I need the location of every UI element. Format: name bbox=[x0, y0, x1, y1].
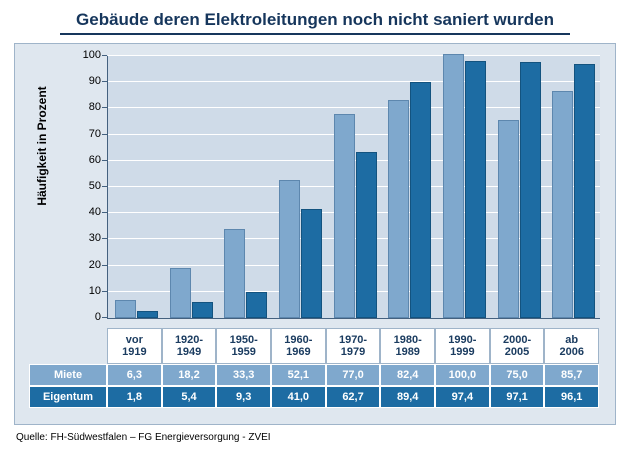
value-cell-eigentum: 9,3 bbox=[216, 386, 271, 408]
category-line2: 1979 bbox=[340, 346, 366, 358]
category-cell bbox=[216, 328, 271, 364]
bar-eigentum-0 bbox=[137, 311, 158, 318]
y-tick-label: 10 bbox=[88, 284, 101, 297]
y-tick-label: 60 bbox=[88, 153, 101, 166]
bar-miete-8 bbox=[552, 91, 573, 318]
value-cell-miete: 18,2 bbox=[162, 364, 217, 386]
gridline bbox=[108, 55, 600, 56]
bar-miete-2 bbox=[224, 229, 245, 318]
value-cell-eigentum: 5,4 bbox=[162, 386, 217, 408]
table-row bbox=[42, 386, 599, 408]
category-line2: 2005 bbox=[504, 346, 530, 358]
row-label-eigentum: Eigentum bbox=[29, 386, 107, 408]
value-cell-miete: 52,1 bbox=[271, 364, 326, 386]
bar-eigentum-2 bbox=[246, 292, 267, 318]
page-title: Gebäude deren Elektroleitungen noch nicht saniert wurden bbox=[76, 10, 554, 29]
chart-panel bbox=[14, 43, 616, 425]
value-cell-miete: 82,4 bbox=[380, 364, 435, 386]
category-line1: 1950- bbox=[229, 334, 258, 346]
bar-eigentum-6 bbox=[465, 61, 486, 318]
value-cell-eigentum: 97,4 bbox=[435, 386, 490, 408]
value-cell-eigentum: 1,8 bbox=[107, 386, 162, 408]
category-line1: 2000- bbox=[502, 334, 532, 346]
category-cell bbox=[271, 328, 326, 364]
value-cell-miete: 75,0 bbox=[490, 364, 545, 386]
bar-miete-5 bbox=[388, 100, 409, 318]
category-cell bbox=[490, 328, 545, 364]
bar-eigentum-1 bbox=[192, 302, 213, 318]
source-note: Quelle: FH-Südwestfalen – FG Energieversorgung - ZVEI bbox=[16, 432, 271, 443]
value-cell-miete: 85,7 bbox=[544, 364, 599, 386]
plot-area bbox=[107, 56, 600, 319]
category-cell bbox=[435, 328, 490, 364]
category-cell bbox=[380, 328, 435, 364]
bar-eigentum-8 bbox=[574, 64, 595, 318]
data-table bbox=[42, 328, 599, 408]
title-divider bbox=[60, 33, 570, 35]
category-line2: 1989 bbox=[395, 346, 420, 358]
bar-eigentum-7 bbox=[520, 62, 541, 318]
value-cell-eigentum: 96,1 bbox=[544, 386, 599, 408]
bar-eigentum-3 bbox=[301, 209, 322, 318]
bar-miete-6 bbox=[443, 54, 464, 318]
category-line2: 1959 bbox=[231, 346, 256, 358]
category-line1: 1990- bbox=[448, 334, 477, 346]
value-cell-eigentum: 62,7 bbox=[326, 386, 381, 408]
category-line1: 1980- bbox=[393, 334, 422, 346]
category-cell bbox=[544, 328, 599, 364]
table-row bbox=[53, 364, 599, 386]
category-line1: vor bbox=[125, 334, 143, 346]
category-line2: 2006 bbox=[559, 346, 584, 358]
value-cell-miete: 33,3 bbox=[216, 364, 271, 386]
bar-miete-3 bbox=[279, 180, 300, 319]
category-line2: 1919 bbox=[122, 346, 147, 358]
table-corner bbox=[29, 328, 107, 364]
category-line2: 1969 bbox=[286, 346, 311, 358]
y-tick-label: 100 bbox=[82, 49, 101, 61]
value-cell-eigentum: 97,1 bbox=[490, 386, 545, 408]
category-cell bbox=[326, 328, 381, 364]
row-label-miete: Miete bbox=[29, 364, 107, 386]
y-tick-label: 0 bbox=[94, 311, 101, 323]
value-cell-miete: 77,0 bbox=[326, 364, 381, 386]
category-line2: 1999 bbox=[450, 346, 475, 358]
category-line1: 1960- bbox=[284, 334, 313, 346]
value-cell-miete: 6,3 bbox=[107, 364, 162, 386]
category-cell bbox=[162, 328, 217, 364]
y-tick-label: 70 bbox=[88, 127, 101, 140]
table-header-row bbox=[107, 328, 599, 364]
bar-miete-0 bbox=[115, 300, 136, 319]
category-line1: 1970- bbox=[338, 334, 368, 346]
value-cell-miete: 100,0 bbox=[435, 364, 490, 386]
y-tick-label: 80 bbox=[88, 101, 101, 114]
y-tick-label: 90 bbox=[88, 75, 101, 88]
category-cell bbox=[107, 328, 162, 364]
category-line2: 1949 bbox=[176, 346, 202, 358]
value-cell-eigentum: 89,4 bbox=[380, 386, 435, 408]
category-line1: ab bbox=[565, 334, 579, 346]
y-tick-label: 50 bbox=[88, 180, 101, 192]
y-axis-label: Häufigkeit in Prozent bbox=[35, 86, 49, 206]
bar-eigentum-5 bbox=[410, 82, 431, 318]
bar-miete-4 bbox=[334, 114, 355, 318]
bar-miete-1 bbox=[170, 268, 191, 318]
y-axis-tick-labels bbox=[69, 49, 101, 323]
bar-eigentum-4 bbox=[356, 152, 377, 318]
value-cell-eigentum: 41,0 bbox=[271, 386, 326, 408]
category-line1: 1920- bbox=[174, 334, 204, 346]
y-tick-label: 40 bbox=[88, 206, 101, 219]
y-tick-label: 20 bbox=[88, 258, 101, 271]
bar-miete-7 bbox=[498, 120, 519, 319]
y-tick-label: 30 bbox=[88, 232, 101, 245]
